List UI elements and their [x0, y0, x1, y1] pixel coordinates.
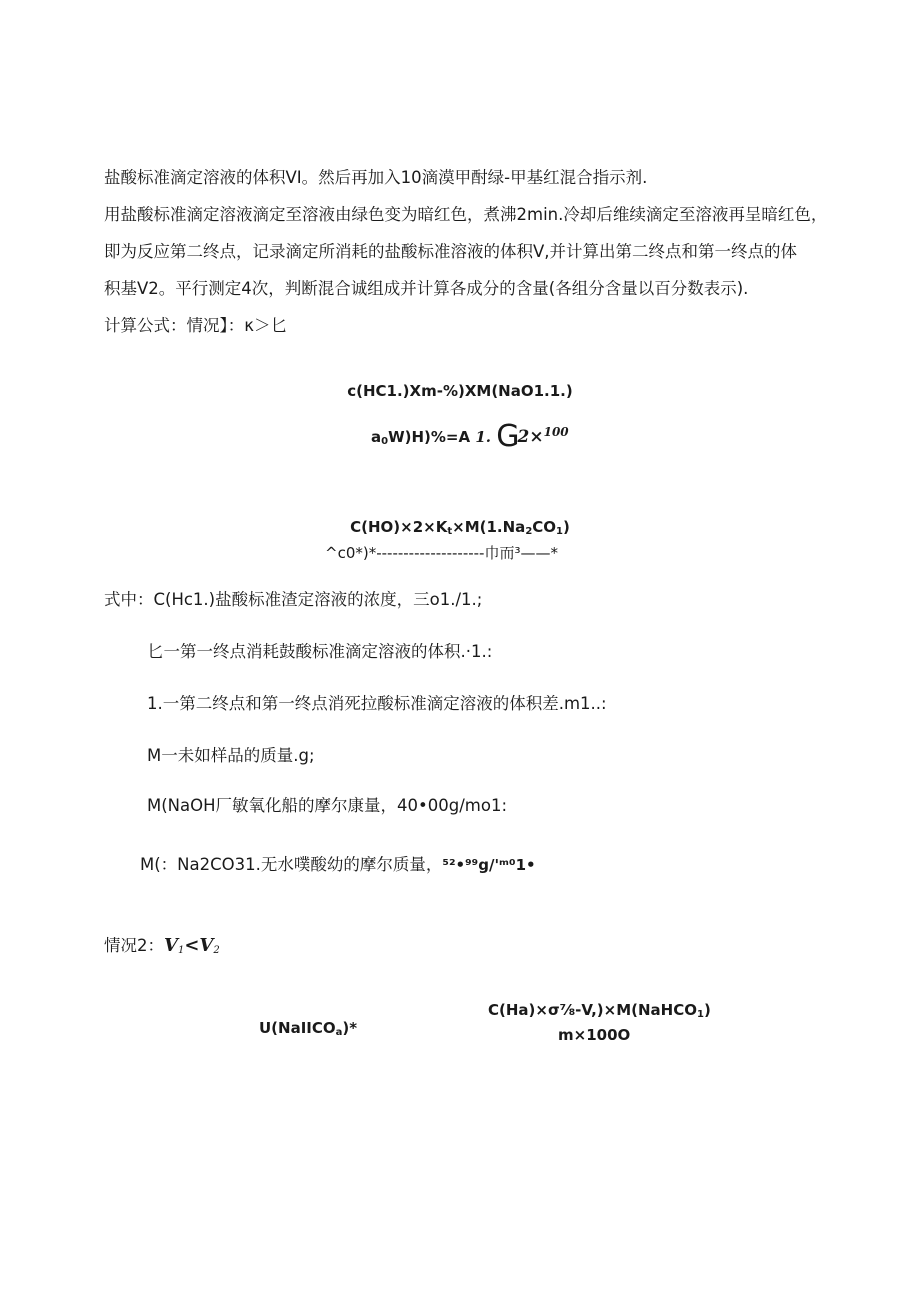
paragraph-line-5: 计算公式：情况】：κ＞匕	[104, 316, 287, 335]
formula-1-big-g: G	[496, 419, 518, 454]
case-2-heading	[104, 934, 220, 963]
formula-3-lhs	[259, 1016, 357, 1045]
formula-1-lhs-rest: W)H)%=A	[388, 428, 471, 446]
formula-3-num-prefix: C(Ha)×σ⅞-V,)×M(NaHCO	[488, 1001, 697, 1019]
formula-2-mid: ×M(1.Na	[452, 518, 526, 536]
formula-1-tail: 2×	[517, 427, 544, 447]
formula-3-num-end: )	[703, 1001, 711, 1019]
paragraph-line-2: 用盐酸标准滴定溶液滴定至溶液由绿色变为暗红色，煮沸2min.冷却后维续滴定至溶液再呈暗红色，	[104, 205, 828, 224]
paragraph-line-4: 积基V2。平行测定4次，判断混合诚组成并计算各成分的含量(各组分含量以百分数表示).	[104, 279, 749, 298]
formula-1-lhs	[371, 420, 569, 454]
case-2-v: V	[164, 935, 178, 956]
case-2-op: <V	[184, 935, 214, 956]
definition-2: 匕一第一终点消耗鼓酸标准滴定溶液的体积.·1.:	[147, 642, 493, 661]
formula-3-denominator: m×100O	[558, 1026, 631, 1044]
definition-6-value: ⁵²•⁹⁹g/'ᵐ⁰1•	[442, 856, 536, 874]
formula-2-bar-line: ^c0*)*--------------------巾而³——*	[325, 544, 558, 562]
formula-2-sub-3: 1	[556, 526, 564, 537]
formula-2-co: CO	[532, 518, 557, 536]
formula-1-lhs-prefix: a	[371, 428, 382, 446]
case-2-label: 情况2：	[104, 936, 164, 955]
formula-1-lhs-tail: 1.	[475, 428, 492, 446]
paragraph-line-1: 盐酸标准滴定溶液的体积VI。然后再加入10滴漠甲酎绿-甲基红混合指示剂.	[104, 168, 648, 187]
definition-3: 1.一第二终点和第一终点消死拉酸标准滴定溶液的体积差.m1..:	[147, 694, 607, 713]
formula-2-prefix: C(HO)×2×K	[350, 518, 448, 536]
formula-2-sub-1: t	[447, 526, 453, 537]
definition-6	[140, 853, 536, 877]
case-2-sub-1: 1	[177, 945, 185, 956]
definition-5: M(NaOH厂敏氧化船的摩尔康量，40•00g/mo1:	[147, 796, 508, 815]
paragraph-line-3: 即为反应第二终点，记录滴定所消耗的盐酸标准溶液的体积V,并计算出第二终点和第一终点的体	[104, 242, 798, 261]
formula-3-lhs-end: )*	[342, 1019, 358, 1037]
formula-1-lhs-sub: 0	[381, 436, 389, 447]
formula-3-num-sub: 1	[696, 1009, 704, 1020]
formula-3-lhs-prefix: U(NaIICO	[259, 1019, 336, 1037]
case-2-sub-2: 2	[213, 945, 220, 956]
definition-6-text: M(：Na2CO31.无水噗酸幼的摩尔质量，	[140, 855, 443, 874]
formula-1-numerator: c(HC1.)Xm-%)XM(NaO1.1.)	[347, 382, 573, 400]
formula-2-numerator	[280, 515, 640, 544]
definition-1: 式中：C(Hc1.)盐酸标准渣定溶液的浓度，三o1./1.;	[104, 590, 483, 609]
definition-4: M一未如样品的质量.g;	[147, 746, 315, 765]
formula-2-sub-2: 2	[525, 526, 533, 537]
formula-3-lhs-sub: a	[335, 1027, 343, 1038]
formula-2-end: )	[563, 518, 570, 536]
formula-1-exponent: 100	[543, 425, 569, 439]
